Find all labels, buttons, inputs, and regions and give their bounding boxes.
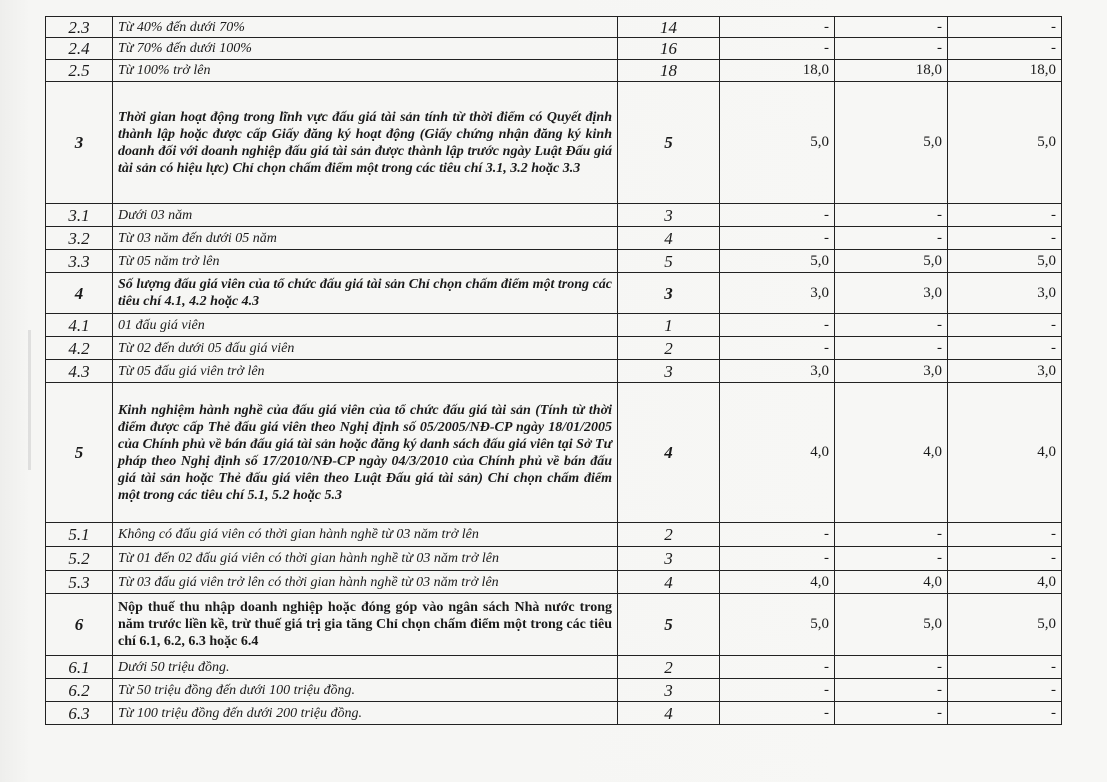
score-column-2: - bbox=[835, 523, 948, 547]
criterion-number: 5.3 bbox=[46, 571, 113, 594]
criterion-description: Từ 05 đấu giá viên trở lên bbox=[113, 360, 618, 383]
max-score: 4 bbox=[618, 571, 720, 594]
table-row bbox=[46, 273, 1062, 314]
criterion-number: 3.1 bbox=[46, 204, 113, 227]
criterion-description: Từ 100 triệu đồng đến dưới 200 triệu đồng. bbox=[113, 702, 618, 725]
table-row bbox=[46, 383, 1062, 523]
criterion-number: 2.3 bbox=[46, 17, 113, 38]
max-score: 3 bbox=[618, 547, 720, 571]
score-column-3: 5,0 bbox=[948, 82, 1062, 204]
criterion-number: 4.1 bbox=[46, 314, 113, 337]
score-column-3: - bbox=[948, 204, 1062, 227]
criterion-description: Từ 100% trở lên bbox=[113, 60, 618, 82]
score-column-3: - bbox=[948, 679, 1062, 702]
score-column-1: - bbox=[720, 314, 835, 337]
table-row bbox=[46, 547, 1062, 571]
score-column-1: - bbox=[720, 204, 835, 227]
criterion-description: Kinh nghiệm hành nghề của đấu giá viên của tổ chức đấu giá tài sản (Tính từ thời điểm được cấp Thẻ đấu giá viên theo Nghị định số 05/2005/NĐ-CP ngày 18/01/2005 của Chính phủ về bán đấu giá tài sản hoặc đăng ký danh sách đấu giá viên tại Sở Tư pháp theo Nghị định số 17/2010/NĐ-CP ngày 04/3/2010 của Chính phủ về bán đấu giá tài sản hoặc Thẻ đấu giá viên theo Luật Đấu giá tài sản) Chỉ chọn chấm điểm một trong các tiêu chí 5.1, 5.2 hoặc 5.3 bbox=[113, 383, 618, 523]
criterion-number: 6.2 bbox=[46, 679, 113, 702]
score-column-1: 5,0 bbox=[720, 82, 835, 204]
max-score: 5 bbox=[618, 82, 720, 204]
criterion-number: 3 bbox=[46, 82, 113, 204]
score-column-3: - bbox=[948, 547, 1062, 571]
table-row bbox=[46, 17, 1062, 38]
score-column-2: - bbox=[835, 656, 948, 679]
table-row bbox=[46, 523, 1062, 547]
max-score: 2 bbox=[618, 656, 720, 679]
criterion-description: Từ 70% đến dưới 100% bbox=[113, 38, 618, 60]
criterion-number: 3.2 bbox=[46, 227, 113, 250]
score-column-1: 5,0 bbox=[720, 594, 835, 656]
score-column-2: 5,0 bbox=[835, 594, 948, 656]
score-column-1: - bbox=[720, 38, 835, 60]
score-column-3: - bbox=[948, 227, 1062, 250]
score-column-1: 3,0 bbox=[720, 273, 835, 314]
table-row bbox=[46, 38, 1062, 60]
criterion-number: 6.3 bbox=[46, 702, 113, 725]
max-score: 4 bbox=[618, 227, 720, 250]
table-row bbox=[46, 204, 1062, 227]
max-score: 2 bbox=[618, 523, 720, 547]
criterion-description: Số lượng đấu giá viên của tổ chức đấu giá tài sản Chỉ chọn chấm điểm một trong các tiêu chí 4.1, 4.2 hoặc 4.3 bbox=[113, 273, 618, 314]
scoring-table-body bbox=[46, 17, 1062, 725]
max-score: 1 bbox=[618, 314, 720, 337]
criterion-description: Không có đấu giá viên có thời gian hành nghề từ 03 năm trở lên bbox=[113, 523, 618, 547]
score-column-3: 5,0 bbox=[948, 250, 1062, 273]
score-column-1: - bbox=[720, 337, 835, 360]
max-score: 16 bbox=[618, 38, 720, 60]
criterion-number: 4.2 bbox=[46, 337, 113, 360]
criterion-description: Dưới 03 năm bbox=[113, 204, 618, 227]
score-column-3: 18,0 bbox=[948, 60, 1062, 82]
score-column-2: - bbox=[835, 38, 948, 60]
criterion-description: Thời gian hoạt động trong lĩnh vực đấu giá tài sản tính từ thời điểm có Quyết định thành lập hoặc được cấp Giấy đăng ký hoạt động (Giấy chứng nhận đăng ký kinh doanh đối với doanh nghiệp đấu giá tài sản được thành lập trước ngày Luật Đấu giá tài sản có hiệu lực) Chỉ chọn chấm điểm một trong các tiêu chí 3.1, 3.2 hoặc 3.3 bbox=[113, 82, 618, 204]
table-row bbox=[46, 337, 1062, 360]
score-column-3: 4,0 bbox=[948, 383, 1062, 523]
score-column-3: 5,0 bbox=[948, 594, 1062, 656]
score-column-1: - bbox=[720, 702, 835, 725]
score-column-1: - bbox=[720, 656, 835, 679]
criterion-description: Dưới 50 triệu đồng. bbox=[113, 656, 618, 679]
score-column-2: - bbox=[835, 337, 948, 360]
score-column-2: 18,0 bbox=[835, 60, 948, 82]
scoring-table bbox=[45, 16, 1062, 725]
criterion-description: Từ 01 đến 02 đấu giá viên có thời gian hành nghề từ 03 năm trở lên bbox=[113, 547, 618, 571]
max-score: 5 bbox=[618, 250, 720, 273]
max-score: 2 bbox=[618, 337, 720, 360]
criterion-number: 6 bbox=[46, 594, 113, 656]
criterion-number: 5.1 bbox=[46, 523, 113, 547]
criterion-description: Từ 50 triệu đồng đến dưới 100 triệu đồng. bbox=[113, 679, 618, 702]
criterion-description: Từ 05 năm trở lên bbox=[113, 250, 618, 273]
criterion-number: 4 bbox=[46, 273, 113, 314]
criterion-description: Từ 02 đến dưới 05 đấu giá viên bbox=[113, 337, 618, 360]
score-column-2: - bbox=[835, 679, 948, 702]
score-column-1: 3,0 bbox=[720, 360, 835, 383]
criterion-description: 01 đấu giá viên bbox=[113, 314, 618, 337]
max-score: 14 bbox=[618, 17, 720, 38]
score-column-2: 3,0 bbox=[835, 360, 948, 383]
score-column-1: - bbox=[720, 17, 835, 38]
score-column-2: 4,0 bbox=[835, 571, 948, 594]
score-column-2: - bbox=[835, 17, 948, 38]
score-column-3: 3,0 bbox=[948, 360, 1062, 383]
table-row bbox=[46, 82, 1062, 204]
score-column-2: 4,0 bbox=[835, 383, 948, 523]
score-column-3: 4,0 bbox=[948, 571, 1062, 594]
score-column-3: - bbox=[948, 337, 1062, 360]
score-column-2: - bbox=[835, 204, 948, 227]
max-score: 4 bbox=[618, 702, 720, 725]
score-column-3: - bbox=[948, 702, 1062, 725]
score-column-1: 18,0 bbox=[720, 60, 835, 82]
table-row bbox=[46, 314, 1062, 337]
score-column-3: 3,0 bbox=[948, 273, 1062, 314]
table-row bbox=[46, 227, 1062, 250]
score-column-2: - bbox=[835, 314, 948, 337]
criterion-number: 2.5 bbox=[46, 60, 113, 82]
max-score: 4 bbox=[618, 383, 720, 523]
criterion-description: Nộp thuế thu nhập doanh nghiệp hoặc đóng góp vào ngân sách Nhà nước trong năm trước liền kề, trừ thuế giá trị gia tăng Chỉ chọn chấm điểm một trong các tiêu chí 6.1, 6.2, 6.3 hoặc 6.4 bbox=[113, 594, 618, 656]
criterion-number: 4.3 bbox=[46, 360, 113, 383]
max-score: 5 bbox=[618, 594, 720, 656]
criterion-description: Từ 03 đấu giá viên trở lên có thời gian hành nghề từ 03 năm trở lên bbox=[113, 571, 618, 594]
score-column-1: - bbox=[720, 547, 835, 571]
score-column-1: - bbox=[720, 227, 835, 250]
scan-artifact bbox=[28, 330, 31, 470]
max-score: 18 bbox=[618, 60, 720, 82]
max-score: 3 bbox=[618, 204, 720, 227]
score-column-2: - bbox=[835, 702, 948, 725]
max-score: 3 bbox=[618, 273, 720, 314]
score-column-2: 5,0 bbox=[835, 250, 948, 273]
table-row bbox=[46, 679, 1062, 702]
criterion-number: 6.1 bbox=[46, 656, 113, 679]
table-row bbox=[46, 571, 1062, 594]
table-row bbox=[46, 656, 1062, 679]
score-column-1: 5,0 bbox=[720, 250, 835, 273]
score-column-1: 4,0 bbox=[720, 571, 835, 594]
criterion-number: 3.3 bbox=[46, 250, 113, 273]
table-row bbox=[46, 60, 1062, 82]
score-column-1: - bbox=[720, 679, 835, 702]
score-column-3: - bbox=[948, 523, 1062, 547]
score-column-3: - bbox=[948, 656, 1062, 679]
score-column-1: 4,0 bbox=[720, 383, 835, 523]
table-row bbox=[46, 702, 1062, 725]
criterion-number: 2.4 bbox=[46, 38, 113, 60]
score-column-2: - bbox=[835, 547, 948, 571]
criterion-number: 5.2 bbox=[46, 547, 113, 571]
score-column-3: - bbox=[948, 314, 1062, 337]
score-column-1: - bbox=[720, 523, 835, 547]
score-column-2: 3,0 bbox=[835, 273, 948, 314]
score-column-3: - bbox=[948, 38, 1062, 60]
score-column-2: - bbox=[835, 227, 948, 250]
criterion-number: 5 bbox=[46, 383, 113, 523]
max-score: 3 bbox=[618, 360, 720, 383]
max-score: 3 bbox=[618, 679, 720, 702]
score-column-3: - bbox=[948, 17, 1062, 38]
criterion-description: Từ 40% đến dưới 70% bbox=[113, 17, 618, 38]
criterion-description: Từ 03 năm đến dưới 05 năm bbox=[113, 227, 618, 250]
table-row bbox=[46, 594, 1062, 656]
score-column-2: 5,0 bbox=[835, 82, 948, 204]
table-row bbox=[46, 360, 1062, 383]
table-row bbox=[46, 250, 1062, 273]
